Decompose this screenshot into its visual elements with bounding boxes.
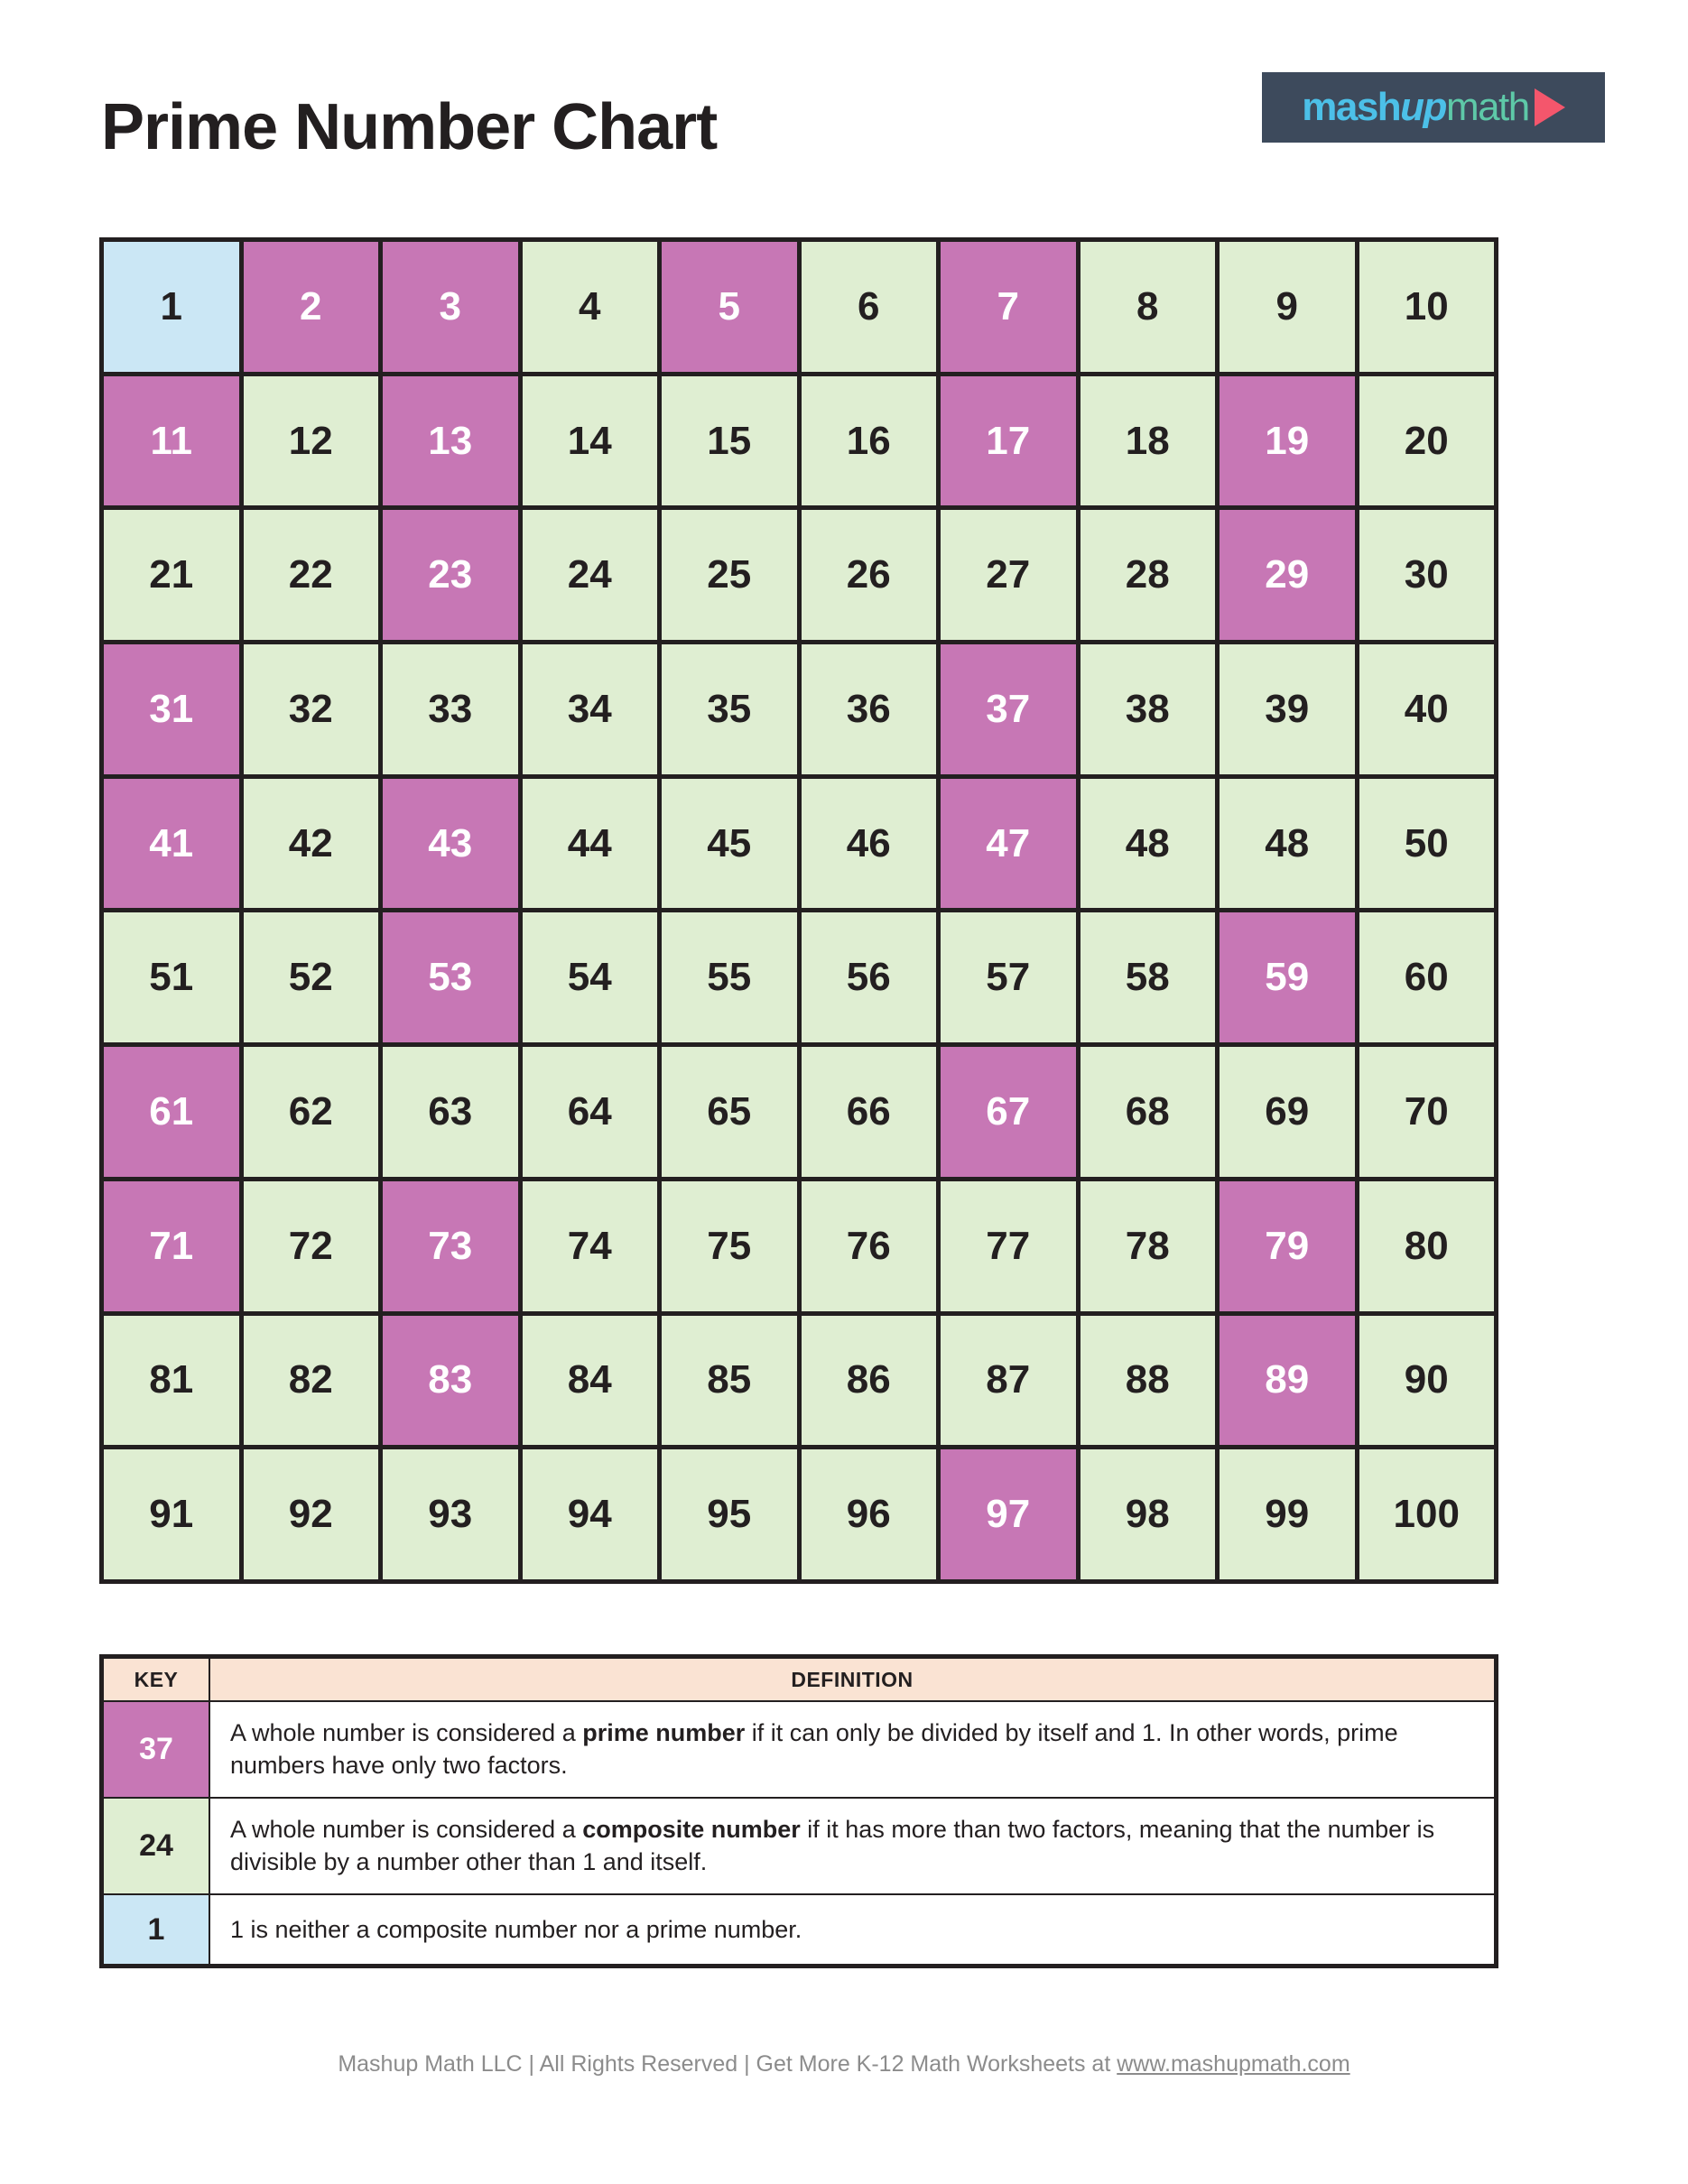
number-cell[interactable]: 5	[662, 242, 797, 372]
number-cell[interactable]: 34	[523, 644, 658, 774]
number-cell[interactable]: 68	[1081, 1047, 1216, 1177]
number-cell[interactable]: 26	[802, 510, 937, 640]
number-cell[interactable]: 13	[383, 376, 518, 506]
number-cell[interactable]: 23	[383, 510, 518, 640]
number-cell[interactable]: 78	[1081, 1181, 1216, 1311]
number-cell[interactable]: 12	[244, 376, 379, 506]
number-cell[interactable]: 64	[523, 1047, 658, 1177]
number-cell[interactable]: 8	[1081, 242, 1216, 372]
number-cell[interactable]: 48	[1220, 779, 1355, 909]
number-cell[interactable]: 76	[802, 1181, 937, 1311]
definition-text-lead: A whole number is considered a	[230, 1815, 583, 1843]
number-cell[interactable]: 79	[1220, 1181, 1355, 1311]
number-cell[interactable]: 59	[1220, 912, 1355, 1042]
number-cell[interactable]: 75	[662, 1181, 797, 1311]
page-footer	[0, 2050, 1688, 2078]
number-cell[interactable]: 38	[1081, 644, 1216, 774]
number-cell[interactable]: 53	[383, 912, 518, 1042]
number-cell[interactable]: 29	[1220, 510, 1355, 640]
number-cell[interactable]: 40	[1359, 644, 1495, 774]
number-cell[interactable]: 67	[941, 1047, 1076, 1177]
number-cell[interactable]: 52	[244, 912, 379, 1042]
number-cell[interactable]: 6	[802, 242, 937, 372]
definition-term: prime number	[582, 1719, 746, 1746]
number-cell[interactable]: 87	[941, 1316, 1076, 1446]
number-grid	[99, 237, 1498, 1584]
number-cell[interactable]: 48	[1081, 779, 1216, 909]
number-cell[interactable]: 32	[244, 644, 379, 774]
number-cell[interactable]: 36	[802, 644, 937, 774]
number-cell[interactable]: 50	[1359, 779, 1495, 909]
page-title: Prime Number Chart	[101, 91, 718, 163]
legend-header-row	[103, 1658, 1495, 1701]
number-cell[interactable]: 20	[1359, 376, 1495, 506]
legend-row	[103, 1798, 1495, 1894]
number-cell[interactable]: 83	[383, 1316, 518, 1446]
number-cell[interactable]: 17	[941, 376, 1076, 506]
number-cell[interactable]: 82	[244, 1316, 379, 1446]
number-cell[interactable]: 70	[1359, 1047, 1495, 1177]
number-cell[interactable]: 2	[244, 242, 379, 372]
number-cell[interactable]: 44	[523, 779, 658, 909]
number-cell[interactable]: 10	[1359, 242, 1495, 372]
number-cell[interactable]: 93	[383, 1449, 518, 1579]
number-cell[interactable]: 31	[104, 644, 239, 774]
number-cell[interactable]: 3	[383, 242, 518, 372]
number-cell[interactable]: 66	[802, 1047, 937, 1177]
number-cell[interactable]: 57	[941, 912, 1076, 1042]
number-cell[interactable]: 55	[662, 912, 797, 1042]
number-cell[interactable]: 33	[383, 644, 518, 774]
number-cell[interactable]: 65	[662, 1047, 797, 1177]
number-cell[interactable]: 15	[662, 376, 797, 506]
number-cell[interactable]: 98	[1081, 1449, 1216, 1579]
number-cell[interactable]: 51	[104, 912, 239, 1042]
number-cell[interactable]: 56	[802, 912, 937, 1042]
number-cell[interactable]: 62	[244, 1047, 379, 1177]
number-cell[interactable]: 69	[1220, 1047, 1355, 1177]
number-cell[interactable]: 27	[941, 510, 1076, 640]
number-cell[interactable]: 60	[1359, 912, 1495, 1042]
footer-url-link[interactable]: www.mashupmath.com	[1117, 2051, 1350, 2077]
definition-text-tail: if it can only be divided by itself and 1. In other words, prime numbers have only two factors.	[230, 1719, 1398, 1780]
legend-header-key: KEY	[103, 1658, 209, 1701]
number-cell[interactable]: 14	[523, 376, 658, 506]
number-cell[interactable]: 9	[1220, 242, 1355, 372]
number-cell[interactable]: 54	[523, 912, 658, 1042]
number-cell[interactable]: 24	[523, 510, 658, 640]
number-cell[interactable]: 95	[662, 1449, 797, 1579]
legend-definition-text	[209, 1894, 1495, 1965]
number-cell[interactable]: 25	[662, 510, 797, 640]
footer-text: Mashup Math LLC | All Rights Reserved | Get More K-12 Math Worksheets at	[338, 2051, 1118, 2077]
number-cell[interactable]: 88	[1081, 1316, 1216, 1446]
number-cell[interactable]: 4	[523, 242, 658, 372]
number-cell[interactable]: 61	[104, 1047, 239, 1177]
number-cell[interactable]: 80	[1359, 1181, 1495, 1311]
definition-text-lead: 1 is neither a composite number nor a prime number.	[230, 1915, 802, 1943]
number-cell[interactable]: 37	[941, 644, 1076, 774]
number-cell[interactable]: 89	[1220, 1316, 1355, 1446]
number-cell[interactable]: 1	[104, 242, 239, 372]
number-cell[interactable]: 99	[1220, 1449, 1355, 1579]
number-cell[interactable]: 71	[104, 1181, 239, 1311]
number-cell[interactable]: 41	[104, 779, 239, 909]
logo-wordmark	[1302, 85, 1565, 129]
number-cell[interactable]: 47	[941, 779, 1076, 909]
definition-term: composite number	[582, 1815, 801, 1843]
number-cell[interactable]: 84	[523, 1316, 658, 1446]
number-cell[interactable]: 58	[1081, 912, 1216, 1042]
logo-mash-text: mash	[1302, 85, 1401, 129]
logo-up-text: up	[1400, 85, 1446, 129]
number-cell[interactable]: 45	[662, 779, 797, 909]
number-cell[interactable]: 18	[1081, 376, 1216, 506]
legend-row	[103, 1701, 1495, 1798]
number-cell[interactable]: 77	[941, 1181, 1076, 1311]
number-cell[interactable]: 39	[1220, 644, 1355, 774]
number-cell[interactable]: 42	[244, 779, 379, 909]
number-cell[interactable]: 63	[383, 1047, 518, 1177]
legend-key-swatch: 1	[103, 1894, 209, 1965]
number-cell[interactable]: 19	[1220, 376, 1355, 506]
legend-header-definition: DEFINITION	[209, 1658, 1495, 1701]
number-cell[interactable]: 90	[1359, 1316, 1495, 1446]
number-cell[interactable]: 86	[802, 1316, 937, 1446]
number-cell[interactable]: 7	[941, 242, 1076, 372]
number-cell[interactable]: 97	[941, 1449, 1076, 1579]
play-triangle-icon	[1535, 88, 1565, 126]
mashup-math-logo[interactable]	[1262, 72, 1605, 143]
page-header	[0, 0, 1688, 208]
number-cell[interactable]: 11	[104, 376, 239, 506]
legend-definition-text	[209, 1701, 1495, 1798]
number-cell[interactable]: 96	[802, 1449, 937, 1579]
number-cell[interactable]: 74	[523, 1181, 658, 1311]
number-cell[interactable]: 72	[244, 1181, 379, 1311]
number-cell[interactable]: 28	[1081, 510, 1216, 640]
legend-key-swatch: 37	[103, 1701, 209, 1798]
legend-key-swatch: 24	[103, 1798, 209, 1894]
number-cell[interactable]: 92	[244, 1449, 379, 1579]
number-cell[interactable]: 94	[523, 1449, 658, 1579]
number-cell[interactable]: 21	[104, 510, 239, 640]
legend-row	[103, 1894, 1495, 1965]
number-cell[interactable]: 73	[383, 1181, 518, 1311]
number-cell[interactable]: 46	[802, 779, 937, 909]
number-cell[interactable]: 81	[104, 1316, 239, 1446]
number-cell[interactable]: 35	[662, 644, 797, 774]
legend-table	[99, 1654, 1498, 1968]
logo-math-text: math	[1445, 85, 1529, 129]
number-cell[interactable]: 91	[104, 1449, 239, 1579]
number-cell[interactable]: 16	[802, 376, 937, 506]
number-cell[interactable]: 85	[662, 1316, 797, 1446]
legend-definition-text	[209, 1798, 1495, 1894]
number-cell[interactable]: 43	[383, 779, 518, 909]
definition-text-lead: A whole number is considered a	[230, 1719, 583, 1746]
number-cell[interactable]: 100	[1359, 1449, 1495, 1579]
definition-text-tail: if it has more than two factors, meaning that the number is divisible by a number other than 1 and itself.	[230, 1815, 1435, 1876]
number-cell[interactable]: 22	[244, 510, 379, 640]
number-cell[interactable]: 30	[1359, 510, 1495, 640]
